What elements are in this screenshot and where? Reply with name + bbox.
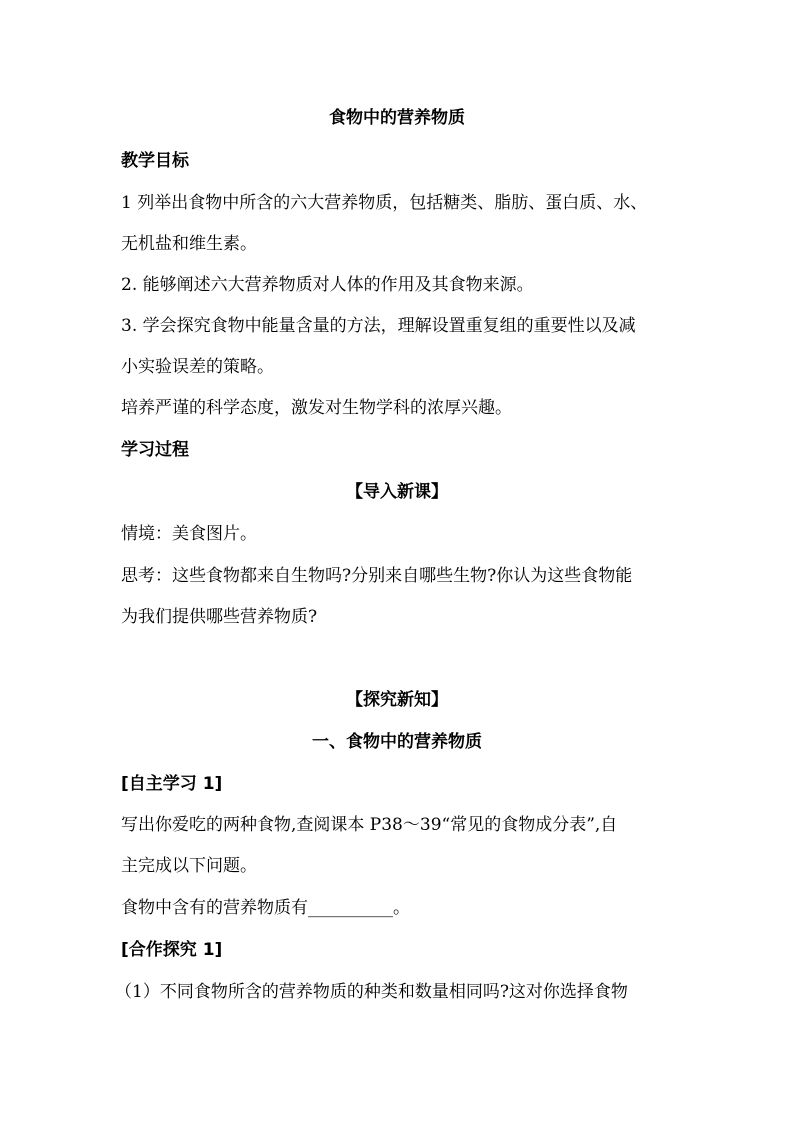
objective-3-line1: 3. 学会探究食物中能量含量的方法，理解设置重复组的重要性以及减 <box>121 316 636 336</box>
self-study-line2: 主完成以下问题。 <box>121 856 257 876</box>
coop-heading: [合作探究 1] <box>121 940 223 960</box>
objective-3-line2: 小实验误差的策略。 <box>121 357 274 377</box>
self-study-line1: 写出你爱吃的两种食物,查阅课本 P38～39“常见的食物成分表”,自 <box>121 815 618 835</box>
think-line2: 为我们提供哪些营养物质? <box>121 607 318 627</box>
objectives-heading: 教学目标 <box>121 151 189 171</box>
process-heading: 学习过程 <box>121 440 189 460</box>
objective-1-line1: 1 列举出食物中所含的六大营养物质，包括糖类、脂肪、蛋白质、水、 <box>121 193 648 213</box>
intro-heading: 【导入新课】 <box>346 482 448 502</box>
objective-4: 培养严谨的科学态度，激发对生物学科的浓厚兴趣。 <box>121 398 512 418</box>
objective-1-line2: 无机盐和维生素。 <box>121 234 257 254</box>
section-1-heading: 一、食物中的营养物质 <box>312 732 482 752</box>
fill-blank-question: 食物中含有的营养物质有__________。 <box>121 898 410 918</box>
objective-2: 2. 能够阐述六大营养物质对人体的作用及其食物来源。 <box>121 275 534 295</box>
explore-heading: 【探究新知】 <box>346 690 448 710</box>
coop-question-1: （1）不同食物所含的营养物质的种类和数量相同吗?这对你选择食物 <box>115 982 628 1002</box>
think-line1: 思考：这些食物都来自生物吗?分别来自哪些生物?你认为这些食物能 <box>121 566 633 586</box>
page-title: 食物中的营养物质 <box>329 108 465 128</box>
situation-text: 情境：美食图片。 <box>121 524 257 544</box>
self-study-heading: [自主学习 1] <box>121 774 223 794</box>
